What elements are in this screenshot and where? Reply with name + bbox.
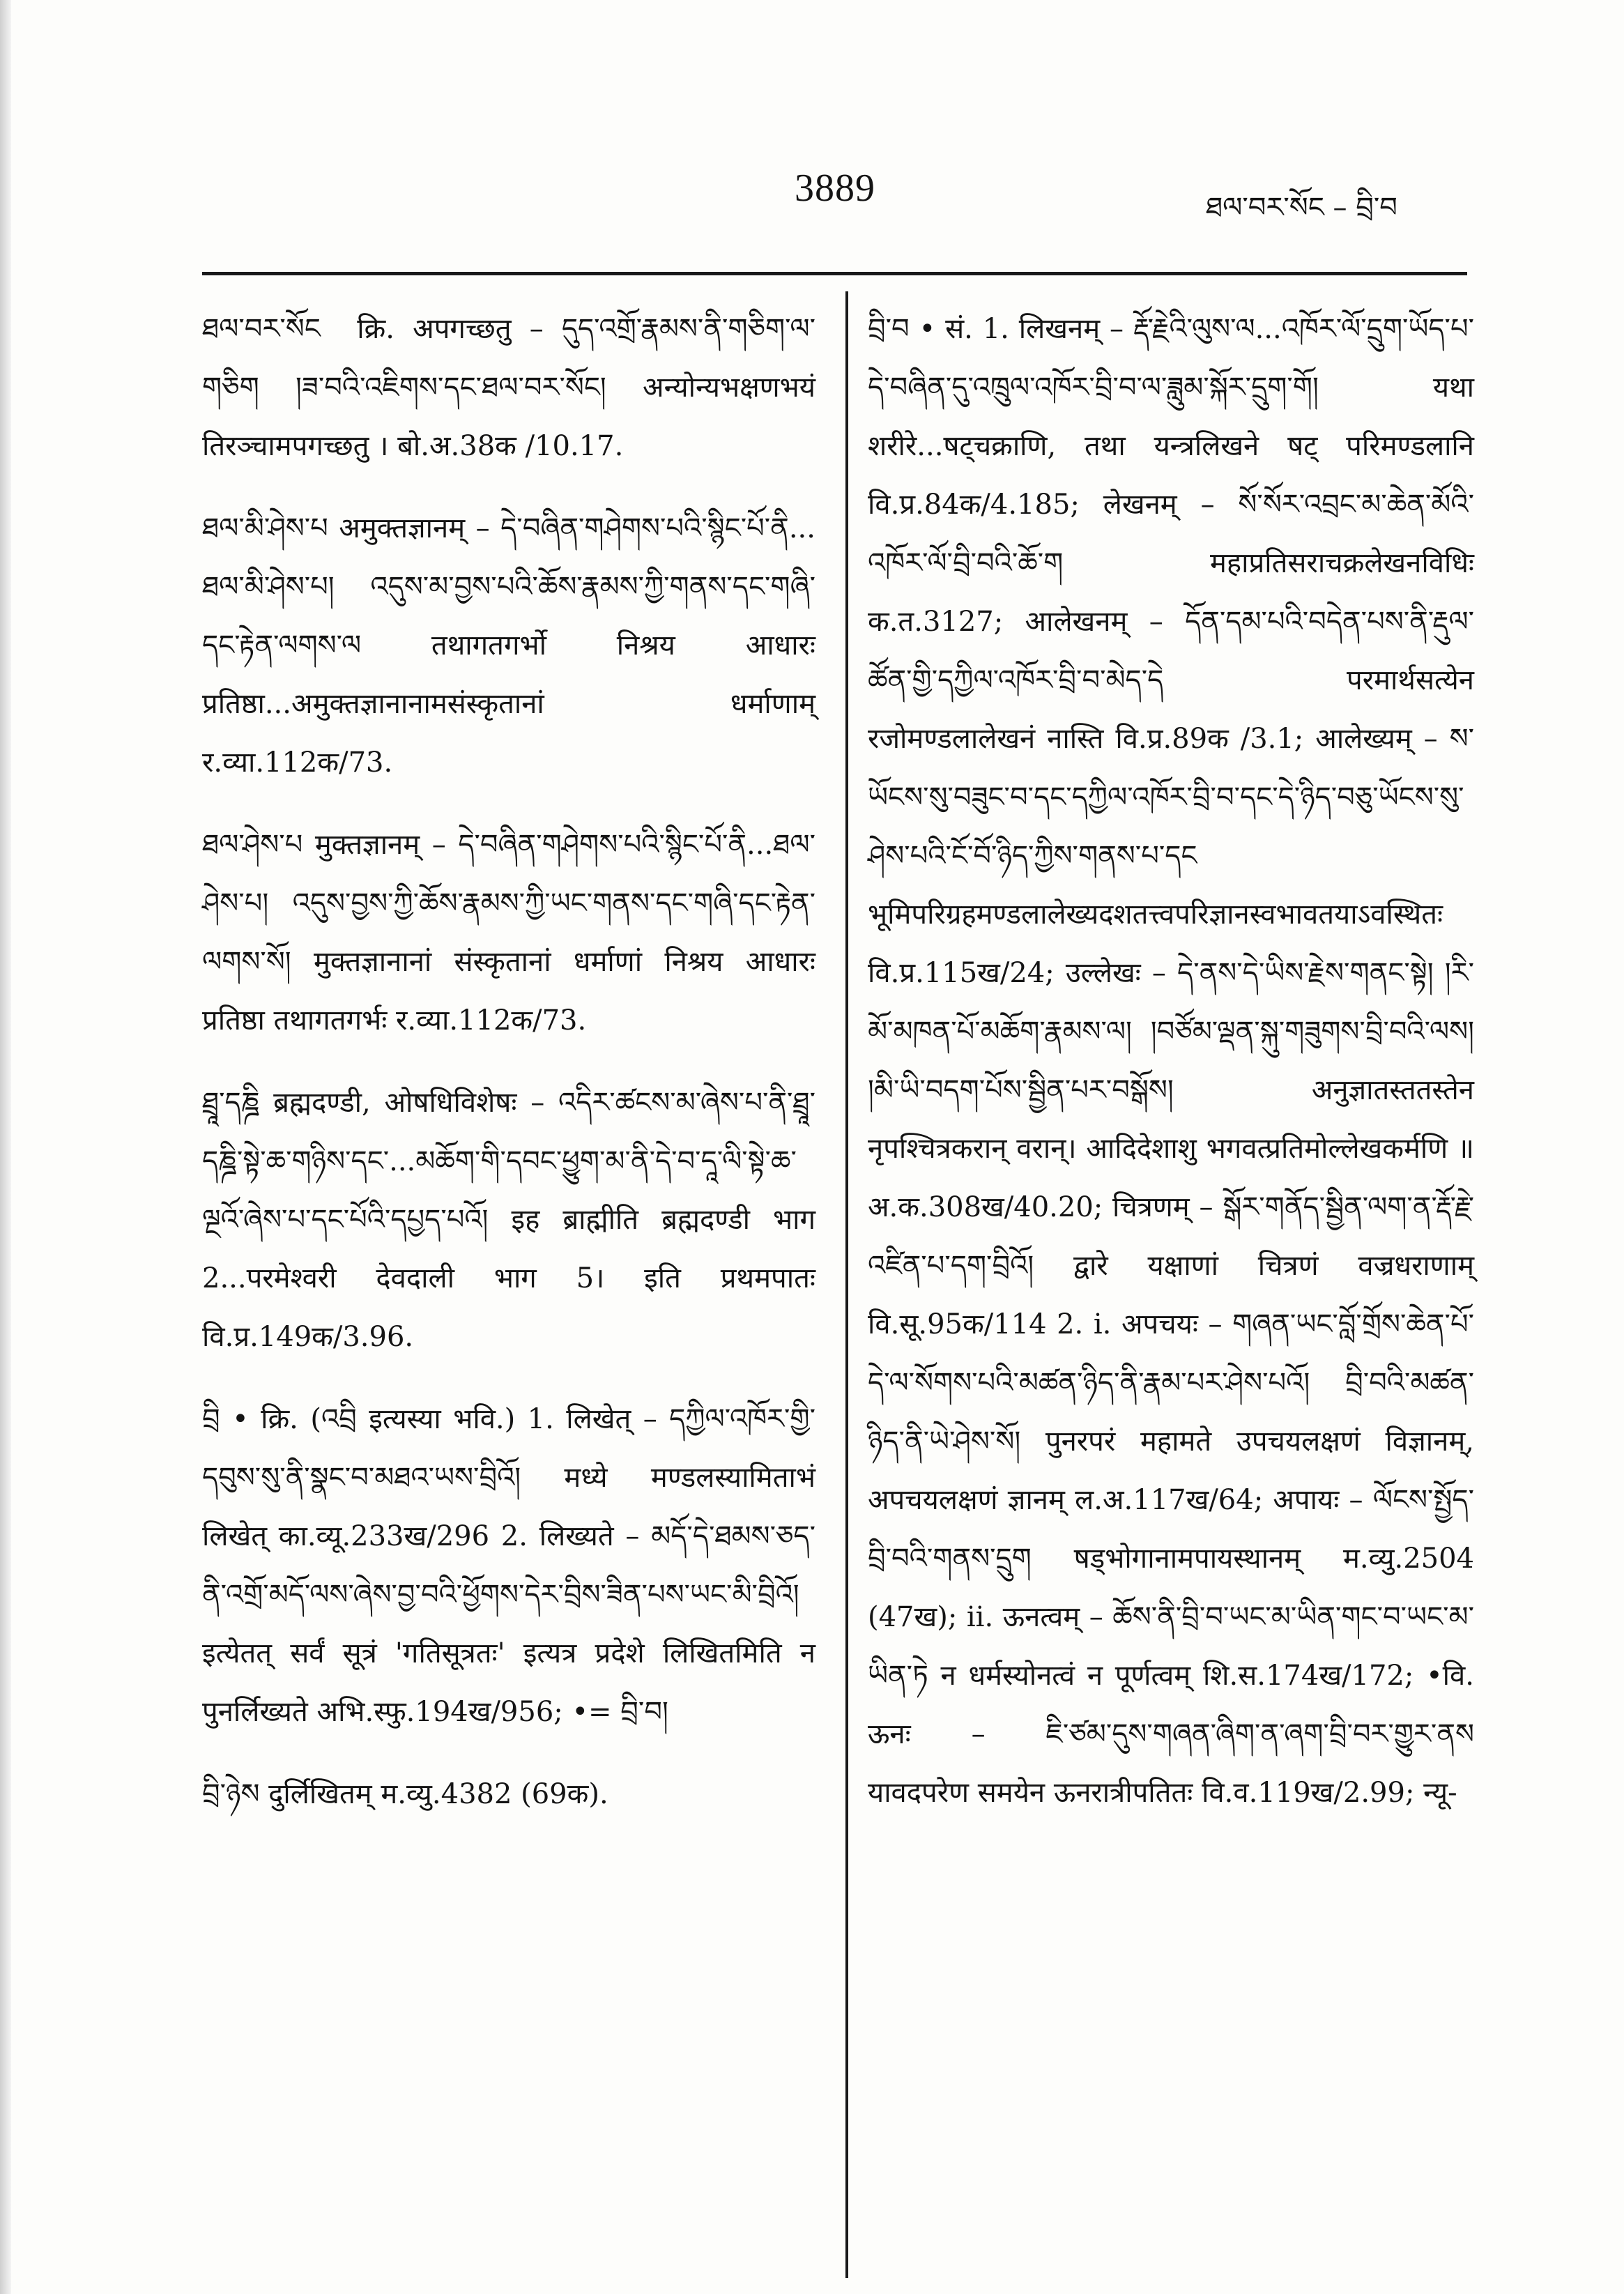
entry-brahma-dandi: ཐྲཱ་དཎྜི ब्रह्मदण्डी, ओषधिविशेषः – འདིར་ཚངས་མ་ཞེས་པ་ནི་ཐྲཱ་དཎྜི་སྟེ་ཆ་གཉིས་དང་...མཆོག་གི་དབང་ཕྱུག་མ་ནི་དེ་བ་དཱ་ལི་སྟེ་ཆ་ལྔའོ་ཞེས་པ་དང་པོའི་དཔྱད་པའོ། इह ब्राह्मीति ब्रह्मदण्डी भाग 2...परमेश्वरी देवदाली भाग 5। इति प्रथमपातः वि.प्र.149क/3.96. — [202, 1087, 815, 1353]
entry-bri: བྲི • क्रि. (འབྲི इत्यस्या भवि.) 1. लिखेत् – དཀྱིལ་འཁོར་གྱི་དབུས་སུ་ནི་སྣང་བ་མཐའ་ཡས་བྲིའོ། मध्ये मण्डलस्यामिताभं लिखेत् का.व्यू.233ख/296 2. लिख्यते – མདོ་དེ་ཐམས་ཅད་ནི་འགྲོ་མདོ་ལས་ཞེས་བྱ་བའི་ཕྱོགས་དེར་བྲིས་ཟིན་པས་ཡང་མི་བྲིའོ། इत्येतत् सर्वं सूत्रं 'गतिसूत्रतः' इत्यत्र प्रदेशे लिखितमिति न पुनर्लिख्यते अभि.स्फु.194ख/956; •= བྲི་བ། — [202, 1403, 815, 1728]
column-divider — [845, 291, 848, 2278]
left-column — [202, 300, 815, 1847]
page-number: 3889 — [795, 167, 875, 210]
entry-bri-nyes: བྲི་ཉེས दुर्लिखितम् म.व्यु.4382 (69क). — [202, 1778, 608, 1810]
entry-thal-mi-shes-pa: ཐལ་མི་ཤེས་པ अमुक्तज्ञानम् – དེ་བཞིན་གཤེགས་པའི་སྙིང་པོ་ནི... ཐལ་མི་ཤེས་པ། འདུས་མ་བྱས་པའི་ཆོས་རྣམས་ཀྱི་གནས་དང་གཞི་དང་རྟེན་ལགས་ལ तथागतगर्भो निश्रय आधारः प्रतिष्ठा...अमुक्तज्ञानानामसंस्कृतानां धर्माणाम् र.व्या.112क/73. — [202, 512, 815, 779]
entry-bri-ba: བྲི་བ • सं. 1. लिखनम् – རྡོ་རྗེའི་ལུས་ལ...འཁོར་ལོ་དྲུག་ཡོད་པ་དེ་བཞིན་དུ་འཁྲུལ་འཁོར་བྲི་བ་ལ་ཟླུམ་སྐོར་དྲུག་གོ། यथा शरीरे...षट्चक्राणि, तथा यन्त्रलिखने षट् परिमण्डलानि वि.प्र.84क/4.185; लेखनम् – སོ་སོར་འབྲང་མ་ཆེན་མོའི་འཁོར་ལོ་བྲི་བའི་ཆོ་ག महाप्रतिसराचक्रलेखनविधिः क.त.3127; आलेखनम् – དོན་དམ་པའི་བདེན་པས་ནི་རྡུལ་ཚོན་གྱི་དཀྱིལ་འཁོར་བྲི་བ་མེད་དེ परमार्थसत्येन रजोमण्डलालेखनं नास्ति वि.प्र.89क /3.1; आलेख्यम् – ས་ཡོངས་སུ་བཟུང་བ་དང་དཀྱིལ་འཁོར་བྲི་བ་དང་དེ་ཉིད་བཅུ་ཡོངས་སུ་ཤེས་པའི་ངོ་བོ་ཉིད་ཀྱིས་གནས་པ་དང भूमिपरिग्रहमण्डलालेख्यदशतत्त्वपरिज्ञानस्वभावतयाऽवस्थितः वि.प्र.115ख/24; उल्लेखः – དེ་ནས་དེ་ཡིས་རྗེས་གནང་སྟེ། །རི་མོ་མཁན་པོ་མཆོག་རྣམས་ལ། །བཙོམ་ལྡན་སྐུ་གཟུགས་བྲི་བའི་ལས། །མི་ཡི་བདག་པོས་སྦྱིན་པར་བསྒོས། अनुज्ञातस्ततस्तेन नृपश्चित्रकरान् वरान्। आदिदेशाशु भगवत्प्रतिमोल्लेखकर्मणि ॥ अ.क.308ख/40.20; चित्रणम् – སྒོར་གནོད་སྦྱིན་ལག་ན་རྡོ་རྗེ་འཛིན་པ་དག་བྲིའོ། द्वारे यक्षाणां चित्रणं वज्रधराणाम् वि.सू.95क/114 2. i. अपचयः – གཞན་ཡང་བློ་གྲོས་ཆེན་པོ་དེ་ལ་སོགས་པའི་མཚན་ཉིད་ནི་རྣམ་པར་ཤེས་པའོ། བྲི་བའི་མཚན་ཉིད་ནི་ཡེ་ཤེས་སོ། पुनरपरं महामते उपचयलक्षणं विज्ञानम्, अपचयलक्षणं ज्ञानम् ल.अ.117ख/64; अपायः – ལོངས་སྤྱོད་བྲི་བའི་གནས་དྲུག षड्भोगानामपायस्थानम् म.व्यु.2504 (47ख); ii. ऊनत्वम् – ཆོས་ནི་བྲི་བ་ཡང་མ་ཡིན་གང་བ་ཡང་མ་ཡིན་ཏེ न धर्मस्योनत्वं न पूर्णत्वम् शि.स.174ख/172; •वि. ऊनः – ཇི་ཙམ་དུས་གཞན་ཞིག་ན་ཞག་བྲི་བར་གྱུར་ནས यावदपरेण समयेन ऊनरात्रीपतितः वि.व.119ख/2.99; न्यू- — [868, 313, 1474, 1809]
running-head: ཐལ་བར་སོང – བྲི་བ — [1206, 192, 1397, 224]
right-column — [868, 300, 1474, 1846]
entry-thal-bar-song: ཐལ་བར་སོང ‍ क्रि. अपगच्छतु – དུད་འགྲོ་རྣམས་ནི་གཅིག་ལ་གཅིག །ཟ་བའི་འཇིགས་དང་ཐལ་བར་སོང། अन्योन्यभक्षणभयं तिरञ्चामपगच्छतु । बो.अ.38क /10.17. — [202, 313, 815, 462]
entry-thal-shes-pa: ཐལ་ཤེས་པ मुक्तज्ञानम् – དེ་བཞིན་གཤེགས་པའི་སྙིང་པོ་ནི...ཐལ་ཤེས་པ། འདུས་བྱས་ཀྱི་ཆོས་རྣམས་ཀྱི་ཡང་གནས་དང་གཞི་དང་རྟེན་ལགས་སོ། मुक्तज्ञानानां संस्कृतानां धर्माणां निश्रय आधारः प्रतिष्ठा तथागतगर्भः र.व्या.112क/73. — [202, 829, 815, 1037]
binding-edge — [0, 0, 11, 2294]
header-rule — [202, 272, 1467, 275]
